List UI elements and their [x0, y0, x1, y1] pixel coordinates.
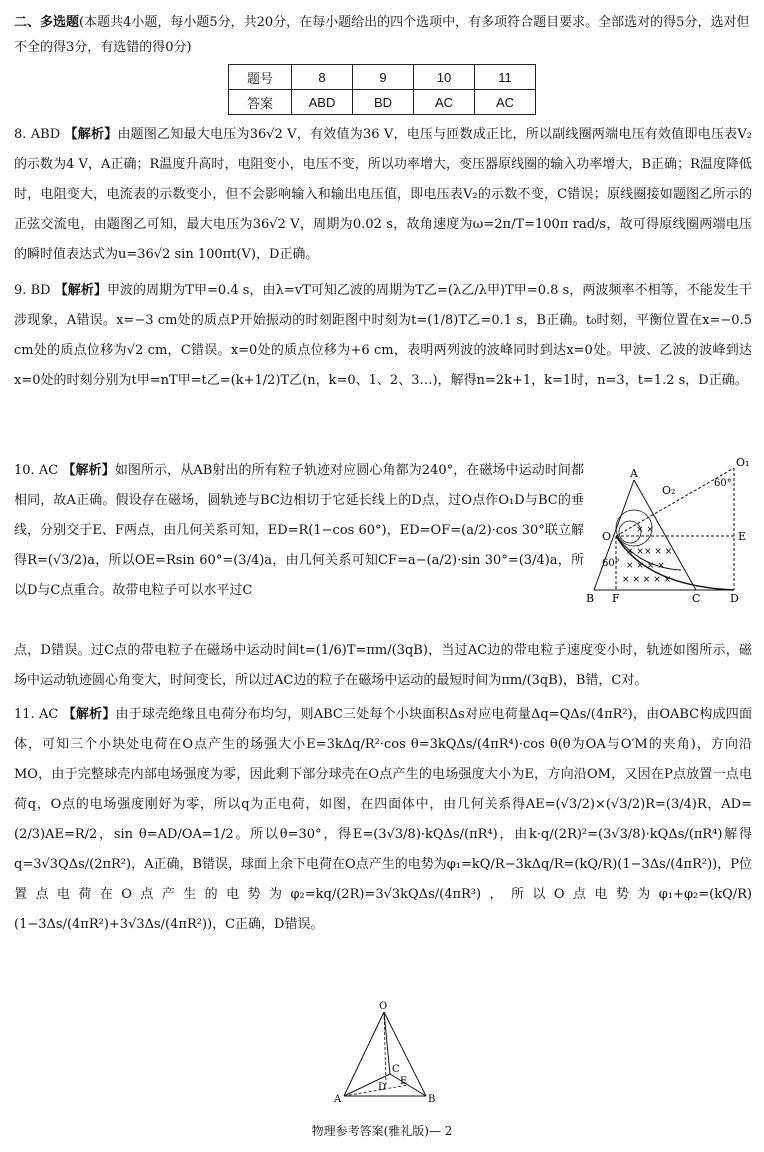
- question-text: 由题图乙知最大电压为36√2 V，有效值为36 V，电压与匝数成正比，所以副线圈两端电压有效值即电压表V₂的示数为4 V，A正确；R温度升高时，电阻变小，电压不变，所以功率增大，变压器原线圈的输入功率增大，B正确；R温度降低时，电阻变大，电流表的示数变小，但不会影响输入和输出电压值，即电压表V₂的示数不变，C错误；原线圈接如题图乙所示的正弦交流电，由题图乙可知，最大电压为36√2 V，周期为0.02 s，故角速度为ω=2π/T=100π rad/s，故可得原线圈两端电压的瞬时值表达式为u=36√2 sin 100πt(V)，D正确。: [14, 127, 753, 262]
- analysis-tag: 【解析】: [62, 707, 116, 722]
- label-d: D: [730, 592, 739, 605]
- label-b: B: [428, 1094, 436, 1104]
- table-cell: 10: [414, 65, 475, 90]
- answer-table-row-numbers: [229, 65, 536, 90]
- question-number: 10. AC: [14, 463, 59, 478]
- question-number: 8. ABD: [14, 127, 61, 142]
- field-mark: × × × × ×: [622, 575, 672, 585]
- label-angle-60-top: 60°: [714, 478, 732, 489]
- question-9: [14, 276, 752, 396]
- table-cell: ABD: [292, 90, 353, 115]
- question-number: 11. AC: [14, 707, 59, 722]
- analysis-tag: 【解析】: [54, 283, 107, 298]
- label-a: A: [630, 467, 638, 480]
- section-header: [14, 10, 752, 60]
- figure-10-magnetic-field-diagram: [586, 458, 756, 608]
- field-mark: × ×: [626, 547, 644, 557]
- answer-table-row-answers: [229, 90, 536, 115]
- table-cell: AC: [414, 90, 475, 115]
- label-angle-60-left: 60°: [602, 558, 620, 569]
- table-header-number: 题号: [229, 65, 292, 90]
- field-mark: × ×: [636, 525, 654, 535]
- label-e: E: [738, 530, 747, 543]
- table-cell: BD: [353, 90, 414, 115]
- label-e: E: [400, 1076, 408, 1087]
- analysis-tag: 【解析】: [62, 463, 115, 478]
- figure-11-tetrahedron-diagram: [328, 1000, 440, 1104]
- section-desc: (本题共4小题，每小题5分，共20分，在每小题给出的四个选项中，有多项符合题目要求。全部选对的得5分，选对但不全的得3分，有选错的得0分): [14, 15, 750, 55]
- line-ae: [344, 1085, 408, 1096]
- label-o: O: [602, 530, 612, 543]
- answer-table: [228, 64, 536, 115]
- label-c: C: [692, 592, 701, 605]
- label-o1: O₁: [736, 458, 750, 469]
- label-a: A: [334, 1094, 342, 1104]
- question-11: [14, 700, 752, 940]
- field-mark: × × × ×: [626, 561, 665, 571]
- label-o2: O₂: [662, 484, 676, 497]
- label-o: O: [379, 1001, 388, 1012]
- question-number: 9. BD: [14, 283, 51, 298]
- field-mark: × × ×: [644, 547, 673, 557]
- question-8: [14, 120, 752, 270]
- label-f: F: [612, 592, 620, 605]
- question-text: 由于球壳绝缘且电荷分布均匀，则ABC三处每个小块面积Δs对应电荷量Δq=QΔs/(4πR²)，由OABC构成四面体，可知三个小块处电荷在O点产生的场强大小E=3kΔq/R²·cos θ=3kQΔs/(4πR⁴)·cos θ(θ为OA与O′M的夹角)，方向沿MO，由于完整球壳内部电场强度为零，因此剩下部分球壳在O点产生的电场强度大小为E，方向沿OM，又因在P点放置一点电荷q，O点的电场强度刚好为零，所以q为正电荷，如图，在四面体中，由几何关系得AE=(√3/2)×(√3/2)R=(3/4)R，AD=(2/3)AE=R/2，sin θ=AD/OA=1/2。所以θ=30°，得E=(3√3/8)·kQΔs/(πR⁴)，由k·q/(2R)²=(3√3/8)·kQΔs/(πR⁴)解得q=3√3QΔs/(2πR²)，A正确，B错误，球面上余下电荷在O点产生的电势为φ₁=kQ/R−3kΔq/R=(kQ/R)(1−3Δs/(4πR²))，P位置点电荷在O点产生的电势为φ₂=kq/(2R)=3√3kQΔs/(4πR³)，所以O点电势为φ₁+φ₂=(kQ/R)(1−3Δs/(4πR²)+3√3Δs/(4πR²))，C正确，D错误。: [14, 707, 752, 932]
- table-cell: 9: [353, 65, 414, 90]
- label-d: D: [378, 1082, 387, 1093]
- section-title: 二、多选题: [14, 15, 80, 30]
- label-c: C: [392, 1064, 400, 1075]
- table-header-answer: 答案: [229, 90, 292, 115]
- analysis-tag: 【解析】: [64, 127, 118, 142]
- table-cell: 8: [292, 65, 353, 90]
- table-cell: AC: [475, 90, 536, 115]
- question-text: 如图所示，从AB射出的所有粒子轨迹对应圆心角都为240°，在磁场中运动时间都相同，故A正确。假设存在磁场，圆轨迹与BC边相切于它延长线上的D点，过O点作O₁D与BC的垂线，分别交于E、F两点，由几何关系可知，ED=R(1−cos 60°)，ED=OF=(a/2)·cos 30°联立解得R=(√3/2)a，所以OE=Rsin 60°=(3/4)a，由几何关系可知CF=a−(a/2)·sin 30°=(3/4)a，所以D与C点重合。故带电粒子可以水平过C: [14, 463, 584, 598]
- table-cell: 11: [475, 65, 536, 90]
- question-text: 点，D错误。过C点的带电粒子在磁场中运动时间t=(1/6)T=πm/(3qB)，当过AC边的带电粒子速度变小时，轨迹如图所示，磁场中运动轨迹圆心角变大，时间变长，所以过AC边的粒子在磁场中运动的最短时间为πm/(3qB)，B错，C对。: [14, 643, 752, 688]
- question-text: 甲波的周期为T甲=0.4 s，由λ=vT可知乙波的周期为T乙=(λ乙/λ甲)T甲=0.8 s，两波频率不相等，不能发生干涉现象，A错误。x=−3 cm处的质点P开始振动的时刻距图中时刻为t=(1/8)T乙=0.1 s，B正确。t₀时刻，平衡位置在x=−0.5 cm处的质点位移为√2 cm，C错误。x=0处的质点位移为+6 cm，表明两列波的波峰同时到达x=0处。甲波、乙波的波峰到达x=0处的时刻分别为t甲=nT甲=t乙=(k+1/2)T乙(n，k=0、1、2、3…)，解得n=2k+1，k=1时，n=3，t=1.2 s，D正确。: [14, 283, 752, 388]
- line-ab: [594, 480, 634, 590]
- question-10: [14, 456, 584, 606]
- page-footer: 物理参考答案(雅礼版)— 2: [311, 1124, 453, 1138]
- question-10-continued: [14, 636, 752, 696]
- label-b: B: [586, 592, 595, 605]
